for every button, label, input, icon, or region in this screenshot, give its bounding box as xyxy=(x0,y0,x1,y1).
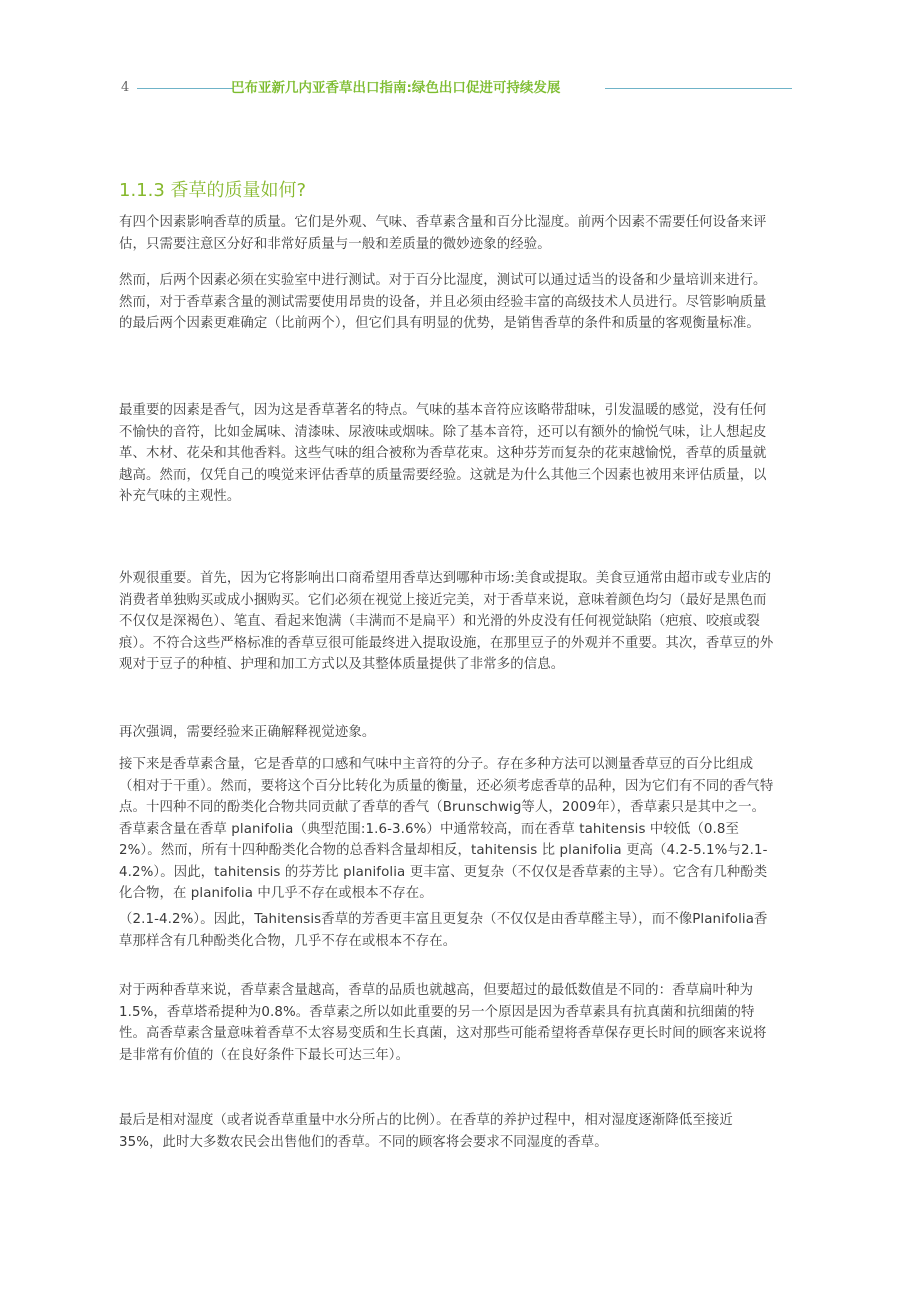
running-title: 巴布亚新几内亚香草出口指南:绿色出口促进可持续发展 xyxy=(231,80,561,96)
page-number: 4 xyxy=(121,80,130,95)
paragraph-humidity: 最后是相对湿度（或者说香草重量中水分所占的比例）。在香草的养护过程中，相对湿度逐渐降低至接近35%，此时大多数农民会出售他们的香草。不同的顾客将会要求不同湿度的香草。 xyxy=(119,1113,733,1150)
paragraph-aroma: 最重要的因素是香气，因为这是香草著名的特点。气味的基本音符应该略带甜味，引发温暖的感觉，没有任何不愉快的音符，比如金属味、清漆味、尿液味或烟味。除了基本音符，还可以有额外的愉悦气味，让人想起皮革、木材、花朵和其他香料。这些气味的组合被称为香草花束。这种芬芳而复杂的花束越愉悦，香草的质量就越高。然而，仅凭自己的嗅觉来评估香草的质量需要经验。这就是为什么其他三个因素也被用来评估质量，以补充气味的主观性。 xyxy=(119,403,767,504)
paragraph-vanillin-note: （2.1-4.2%）。因此，Tahitensis香草的芳香更丰富且更复杂（不仅仅是由香草醛主导），而不像Planifolia香草那样含有几种酚类化合物，几乎不存在或根本不存在。 xyxy=(119,912,768,949)
header-rule-right xyxy=(605,88,792,89)
paragraph-vanillin-threshold: 对于两种香草来说，香草素含量越高，香草的品质也就越高，但要超过的最低数值是不同的：香草扁叶种为1.5%，香草塔希提种为0.8%。香草素之所以如此重要的另一个原因是因为香草素具有抗真菌和抗细菌的特性。高香草素含量意味着香草不太容易变质和生长真菌，这对那些可能希望将香草保存更长时间的顾客来说将是非常有价值的（在良好条件下最长可达三年）。 xyxy=(119,983,767,1063)
paragraph-factors: 有四个因素影响香草的质量。它们是外观、气味、香草素含量和百分比湿度。前两个因素不需要任何设备来评估，只需要注意区分好和非常好质量与一般和差质量的微妙迹象的经验。 xyxy=(119,215,767,252)
paragraph-lab-tests: 然而，后两个因素必须在实验室中进行测试。对于百分比湿度，测试可以通过适当的设备和少量培训来进行。然而，对于香草素含量的测试需要使用昂贵的设备，并且必须由经验丰富的高级技术人员进行。尽管影响质量的最后两个因素更难确定（比前两个），但它们具有明显的优势，是销售香草的条件和质量的客观衡量标准。 xyxy=(119,273,767,331)
header-rule-left xyxy=(137,88,233,89)
paragraph-vanillin: 接下来是香草素含量，它是香草的口感和气味中主音符的分子。存在多种方法可以测量香草豆的百分比组成（相对于干重）。然而，要将这个百分比转化为质量的衡量，还必须考虑香草的品种，因为它们有不同的香气特点。十四种不同的酚类化合物共同贡献了香草的香气（Brunschwig等人，2009年），香草素只是其中之一。香草素含量在香草 planifolia（典型范围:1.6-3.6%）中通常较高，而在香草 tahitensis 中较低（0.8至2%）。然而，所有十四种酚类化合物的总香料含量却相反，tahitensis 比 planifolia 更高（4.2-5.1%与2.1-4.2%）。因此，tahitensis 的芬芳比 planifolia 更丰富、更复杂（不仅仅是香草素的主导）。它含有几种酚类化合物，在 planifolia 中几乎不存在或根本不存在。 xyxy=(119,757,774,901)
section-title: 1.1.3 香草的质量如何? xyxy=(119,180,307,201)
page-header xyxy=(121,78,792,100)
paragraph-experience: 再次强调，需要经验来正确解释视觉迹象。 xyxy=(119,725,376,740)
paragraph-appearance: 外观很重要。首先，因为它将影响出口商希望用香草达到哪种市场:美食或提取。美食豆通常由超市或专业店的消费者单独购买或成小捆购买。它们必须在视觉上接近完美，对于香草来说，意味着颜色均匀（最好是黑色而不仅仅是深褐色）、笔直、看起来饱满（丰满而不是扁平）和光滑的外皮没有任何视觉缺陷（疤痕、咬痕或裂痕）。不符合这些严格标准的香草豆很可能最终进入提取设施，在那里豆子的外观并不重要。其次，香草豆的外观对于豆子的种植、护理和加工方式以及其整体质量提供了非常多的信息。 xyxy=(119,571,774,672)
